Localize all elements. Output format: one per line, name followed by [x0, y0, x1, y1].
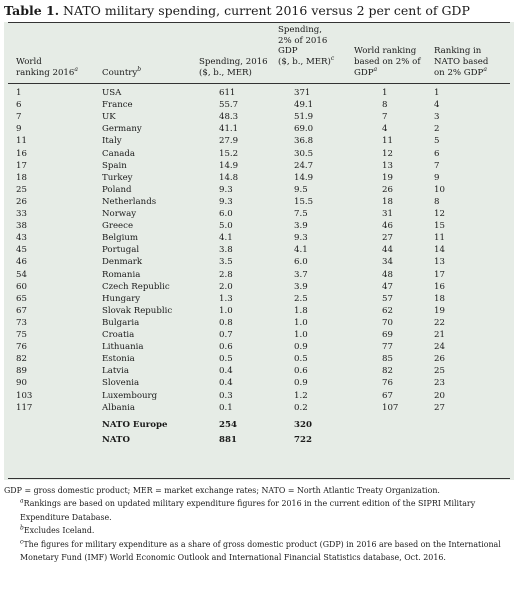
table-row: 82 Estonia 0.5 0.5 85 26: [16, 354, 445, 365]
table-row: 16 Canada 15.2 30.5 12 6: [16, 148, 440, 159]
table-row: 26 Netherlands 9.3 15.5 18 8: [16, 196, 440, 207]
table-row: 33 Norway 6.0 7.5 31 12: [16, 209, 445, 219]
table-row: 7 UK 48.3 51.9 7 3: [16, 112, 440, 123]
header-world-ranking-2pct: World ranking based on 2% of GDP$^a$: [354, 46, 421, 78]
table-title: [4, 3, 470, 18]
table-row: 46 Denmark 3.5 6.0 34 13: [16, 257, 445, 268]
header-country: Country$^b$: [102, 65, 142, 78]
table: [4, 22, 514, 480]
table-title-label: Table 1.: [4, 3, 60, 18]
table-row: 9 Germany 41.1 69.0 4 2: [16, 124, 440, 135]
total-row-nato-europe: NATO Europe 254 320: [102, 420, 312, 430]
table-row: 43 Belgium 4.1 9.3 27 11: [16, 233, 445, 244]
table-row: 45 Portugal 3.8 4.1 44 14: [16, 245, 445, 256]
header-world-ranking: World ranking 2016$^a$: [16, 57, 78, 78]
note-a: $^a$Rankings are based on updated military expenditure figures for 2016 in the current edition of the SIPRI Military Expenditure Database.: [20, 497, 476, 522]
header-spending-2016: Spending, 2016 ($, b., MER): [199, 57, 268, 78]
table-top-rule: [8, 22, 510, 23]
header-spending-2pct-gdp: Spending, 2% of 2016 GDP ($, b., MER)$^c$: [278, 25, 335, 67]
table-row: 73 Bulgaria 0.8 1.0 70 22: [16, 317, 445, 328]
table-row: 65 Hungary 1.3 2.5 57 18: [16, 293, 445, 304]
note-b: $^b$Excludes Iceland.: [20, 524, 95, 536]
table-row: 90 Slovenia 0.4 0.9 76 23: [16, 378, 445, 389]
table-row: 76 Lithuania 0.6 0.9 77 24: [16, 342, 445, 353]
table-bottom-rule: [8, 478, 510, 479]
table-row: 6 France 55.7 49.1 8 4: [16, 100, 440, 111]
header-rule: [8, 83, 510, 84]
table-row: 25 Poland 9.3 9.5 26 10: [16, 184, 445, 195]
table-row: 11 Italy 27.9 36.8 11 5: [16, 136, 440, 147]
total-row-nato: NATO 881 722: [102, 435, 312, 445]
note-abbreviations: GDP = gross domestic product; MER = market exchange rates; NATO = North Atlantic Treaty Organization.: [4, 486, 440, 495]
table-row: 89 Latvia 0.4 0.6 82 25: [16, 366, 445, 377]
table-row: 67 Slovak Republic 1.0 1.8 62 19: [16, 305, 445, 316]
table-title-text: NATO military spending, current 2016 versus 2 per cent of GDP: [63, 3, 470, 18]
header-nato-ranking-2pct: Ranking in NATO based on 2% GDP$^a$: [434, 46, 489, 78]
table-row: 117 Albania 0.1 0.2 107 27: [16, 402, 445, 413]
table-row: 75 Croatia 0.7 1.0 69 21: [16, 330, 445, 340]
table-row: 18 Turkey 14.8 14.9 19 9: [16, 172, 440, 183]
table-row: 103 Luxembourg 0.3 1.2 67 20: [16, 390, 445, 401]
table-row: 54 Romania 2.8 3.7 48 17: [16, 269, 445, 280]
table-row: 1 USA 611 371 1 1: [16, 88, 440, 98]
table-row: 17 Spain 14.9 24.7 13 7: [16, 160, 440, 171]
note-c: $^c$The figures for military expenditure as a share of gross domestic product (GDP) in 2016 are based on the International Monetary Fund (IMF) World Economic Outlook and International Financial Statistics database, Oct. 2016.: [20, 538, 501, 563]
table-row: 38 Greece 5.0 3.9 46 15: [16, 221, 445, 232]
table-row: 60 Czech Republic 2.0 3.9 47 16: [16, 281, 445, 292]
table-notes: [4, 484, 514, 564]
